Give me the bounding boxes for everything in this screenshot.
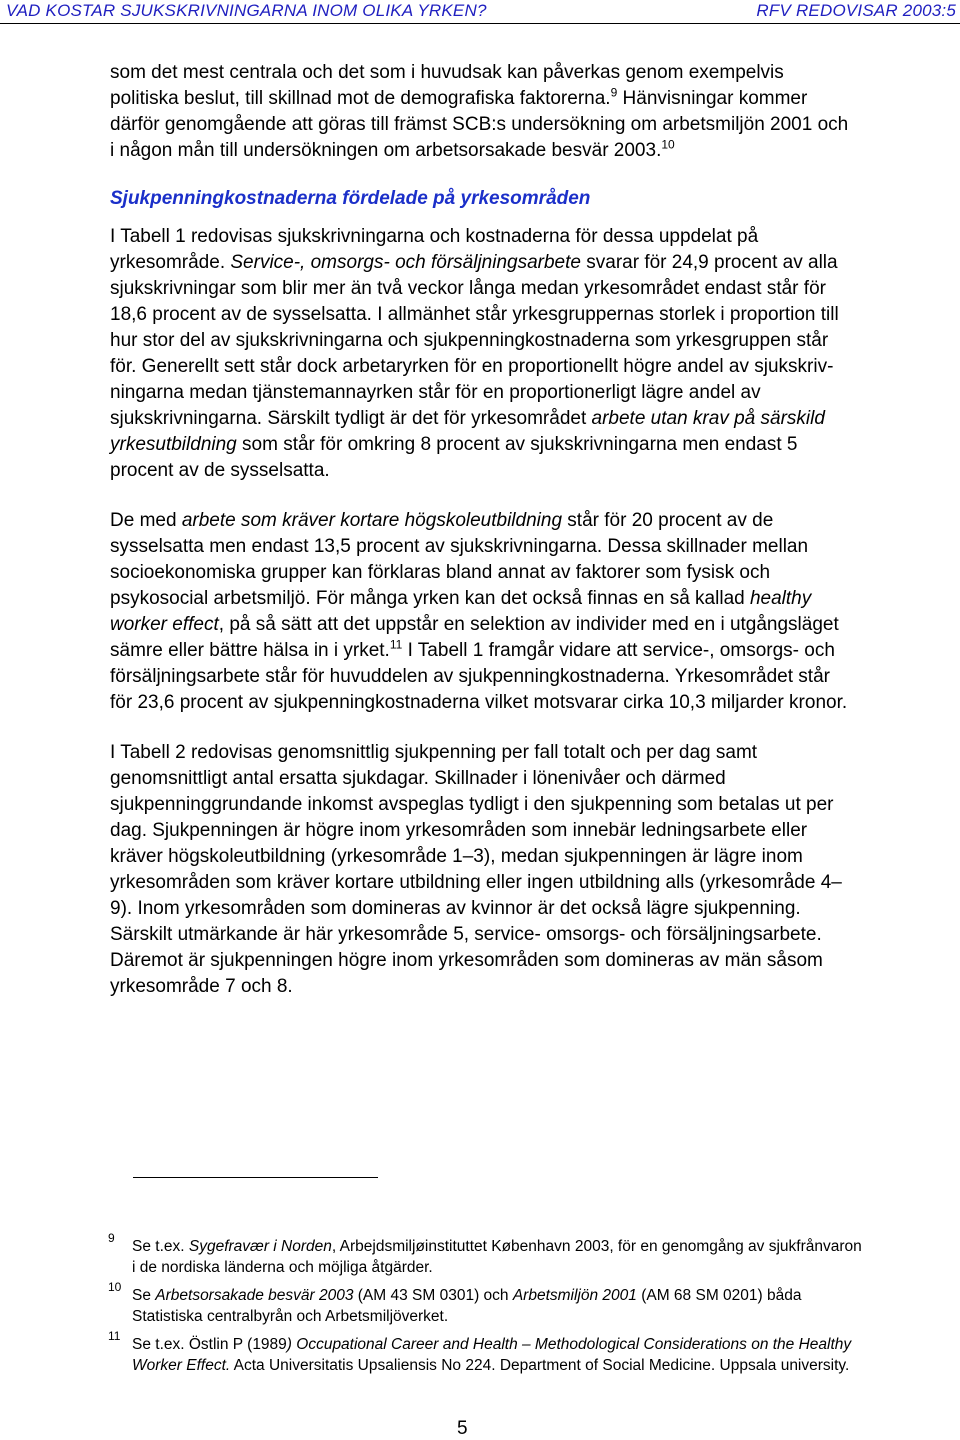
footnote-9: [108, 1231, 868, 1278]
header-report-id: RFV REDOVISAR 2003:5: [756, 1, 956, 20]
footnote-text: Se: [132, 1287, 156, 1304]
p1-text: som det mest centrala och det som i huvudsak kan påverkas genom exempelvis politiska beslut, till skillnad mot de demografiska faktorerna.: [110, 62, 784, 109]
footnote-number: 10: [108, 1280, 122, 1294]
p2-text-a: I Tabell 1 redovisas sjukskrivningarna och kostnaderna för dessa uppdelat på yrkesområde.: [110, 226, 759, 273]
footnote-italic: Sygefravær i Norden: [188, 1238, 332, 1255]
p2-italic-1: Service-, omsorgs- och försäljningsarbete: [230, 252, 581, 273]
footnote-separator: [133, 1177, 378, 1178]
paragraph-1: [110, 60, 850, 164]
header-title: VAD KOSTAR SJUKSKRIVNINGARNA INOM OLIKA YRKEN?: [6, 1, 487, 20]
footnote-ref-11[interactable]: 11: [389, 637, 403, 652]
footnote-10: [108, 1280, 868, 1327]
footnote-number: 11: [108, 1329, 121, 1343]
p2-italic-2: arbete utan krav på särskild yrkesutbildning: [110, 408, 825, 455]
p2-text-b: svarar för 24,9 procent av alla sjukskrivningar som blir mer än två veckor långa medan yrkesområdet endast står för 18,6 procent av de sysselsatta. I allmänhet står yrkesgruppernas storlek i proportion till hur stor del av sjukskrivningarna och sjukpenningkostnaderna som yrkesgruppen står för. Generellt sett står dock arbetaryrken för en proportionellt högre andel av sjukskrivningarna medan tjänstemannayrken står för en proportionerligt lägre andel av sjukskrivningarna. Särskilt tydligt är det för yrkesområdet: [110, 252, 839, 429]
footnote-number: 9: [108, 1231, 115, 1245]
p3-italic-2: healthy worker effect: [110, 588, 812, 635]
footnote-text: (AM 68 SM 0201) båda Statistiska centralbyrån och Arbetsmiljöverket.: [132, 1287, 802, 1325]
section-heading: Sjukpenningkostnaderna fördelade på yrkesområden: [110, 188, 591, 209]
p3-text-a: De med: [110, 510, 182, 531]
footnote-ref-10[interactable]: 10: [661, 137, 675, 152]
footnote-11: [108, 1329, 868, 1376]
footnote-italic: Arbetsmiljön 2001: [512, 1287, 637, 1304]
footnote-ref-9[interactable]: 9: [610, 85, 618, 100]
paragraph-4: I Tabell 2 redovisas genomsnittlig sjukpenning per fall totalt och per dag samt genomsnittligt antal ersatta sjukdagar. Skillnader i lönenivåer och därmed sjukpenninggrundande inkomst avspeglas tydligt i den sjukpenning som betalas ut per dag. Sjukpenningen är högre inom yrkesområden som innebär ledningsarbete eller kräver högskoleutbildning (yrkesområde 1–3), medan sjukpenningen är lägre inom yrkesområden som kräver kortare utbildning eller ingen utbildning alls (yrkesområde 4–9). Inom yrkesområden som domineras av kvinnor är det också lägre sjukpenning. Särskilt utmärkande är här yrkesområde 5, service- omsorgs- och försäljningsarbete. Däremot är sjukpenningen högre inom yrkesområden som domineras av män såsom yrkesområde 7 och 8.: [110, 742, 842, 997]
paragraph-3: [110, 508, 850, 716]
footnote-italic: ) Occupational Career and Health – Methodological Considerations on the Healthy Worker Effect.: [132, 1336, 852, 1374]
p1-text2: Hänvisningar kommer därför genomgående att göras till främst SCB:s undersökning om arbetsmiljön 2001 och i någon mån till undersökningen om arbetsorsakade besvär 2003.: [110, 88, 849, 161]
footnote-text: Se t.ex.: [132, 1238, 189, 1255]
p3-text-c: , på så sätt att det uppstår en selektion av individer med en i utgångsläget sämre eller bättre hälsa in i yrket.: [110, 614, 839, 661]
running-header: [0, 0, 960, 26]
p3-text-d: I Tabell 1 framgår vidare att service-, omsorgs- och försäljningsarbete står för huvuddelen av sjukpenningkostnaderna. Yrkesområdet står för 23,6 procent av sjukpenningkostnaderna vilket motsvarar cirka 10,3 miljarder kronor.: [110, 640, 848, 713]
footnote-text: (AM 43 SM 0301) och: [353, 1287, 513, 1304]
footnotes: [108, 1231, 868, 1383]
main-text: [110, 60, 850, 1024]
footnote-text: Acta Universitatis Upsaliensis No 224. Department of Social Medicine. Uppsala university.: [230, 1357, 850, 1374]
p2-text-c: som står för omkring 8 procent av sjukskrivningarna men endast 5 procent av de sysselsatta.: [110, 434, 798, 481]
paragraph-2: [110, 224, 850, 484]
page-number: 5: [457, 1418, 468, 1439]
footnote-text: Se t.ex. Östlin P (1989: [132, 1336, 287, 1353]
p3-italic-1: arbete som kräver kortare högskoleutbildning: [181, 510, 563, 531]
footnote-italic: Arbetsorsakade besvär 2003: [155, 1287, 354, 1304]
header-rule: [0, 23, 960, 24]
p3-text-b: står för 20 procent av de sysselsatta men endast 13,5 procent av sjukskrivningarna. Dessa skillnader mellan socioekonomiska grupper kan förklaras bland annat av faktorer som fysisk och psykosocial arbetsmiljö. För många yrken kan det också finnas en så kallad: [110, 510, 809, 609]
footnote-text: , Arbejdsmiljøinstituttet København 2003, för en genomgång av sjukfrånvaron i de nordiska länderna och möjliga åtgärder.: [132, 1238, 862, 1276]
